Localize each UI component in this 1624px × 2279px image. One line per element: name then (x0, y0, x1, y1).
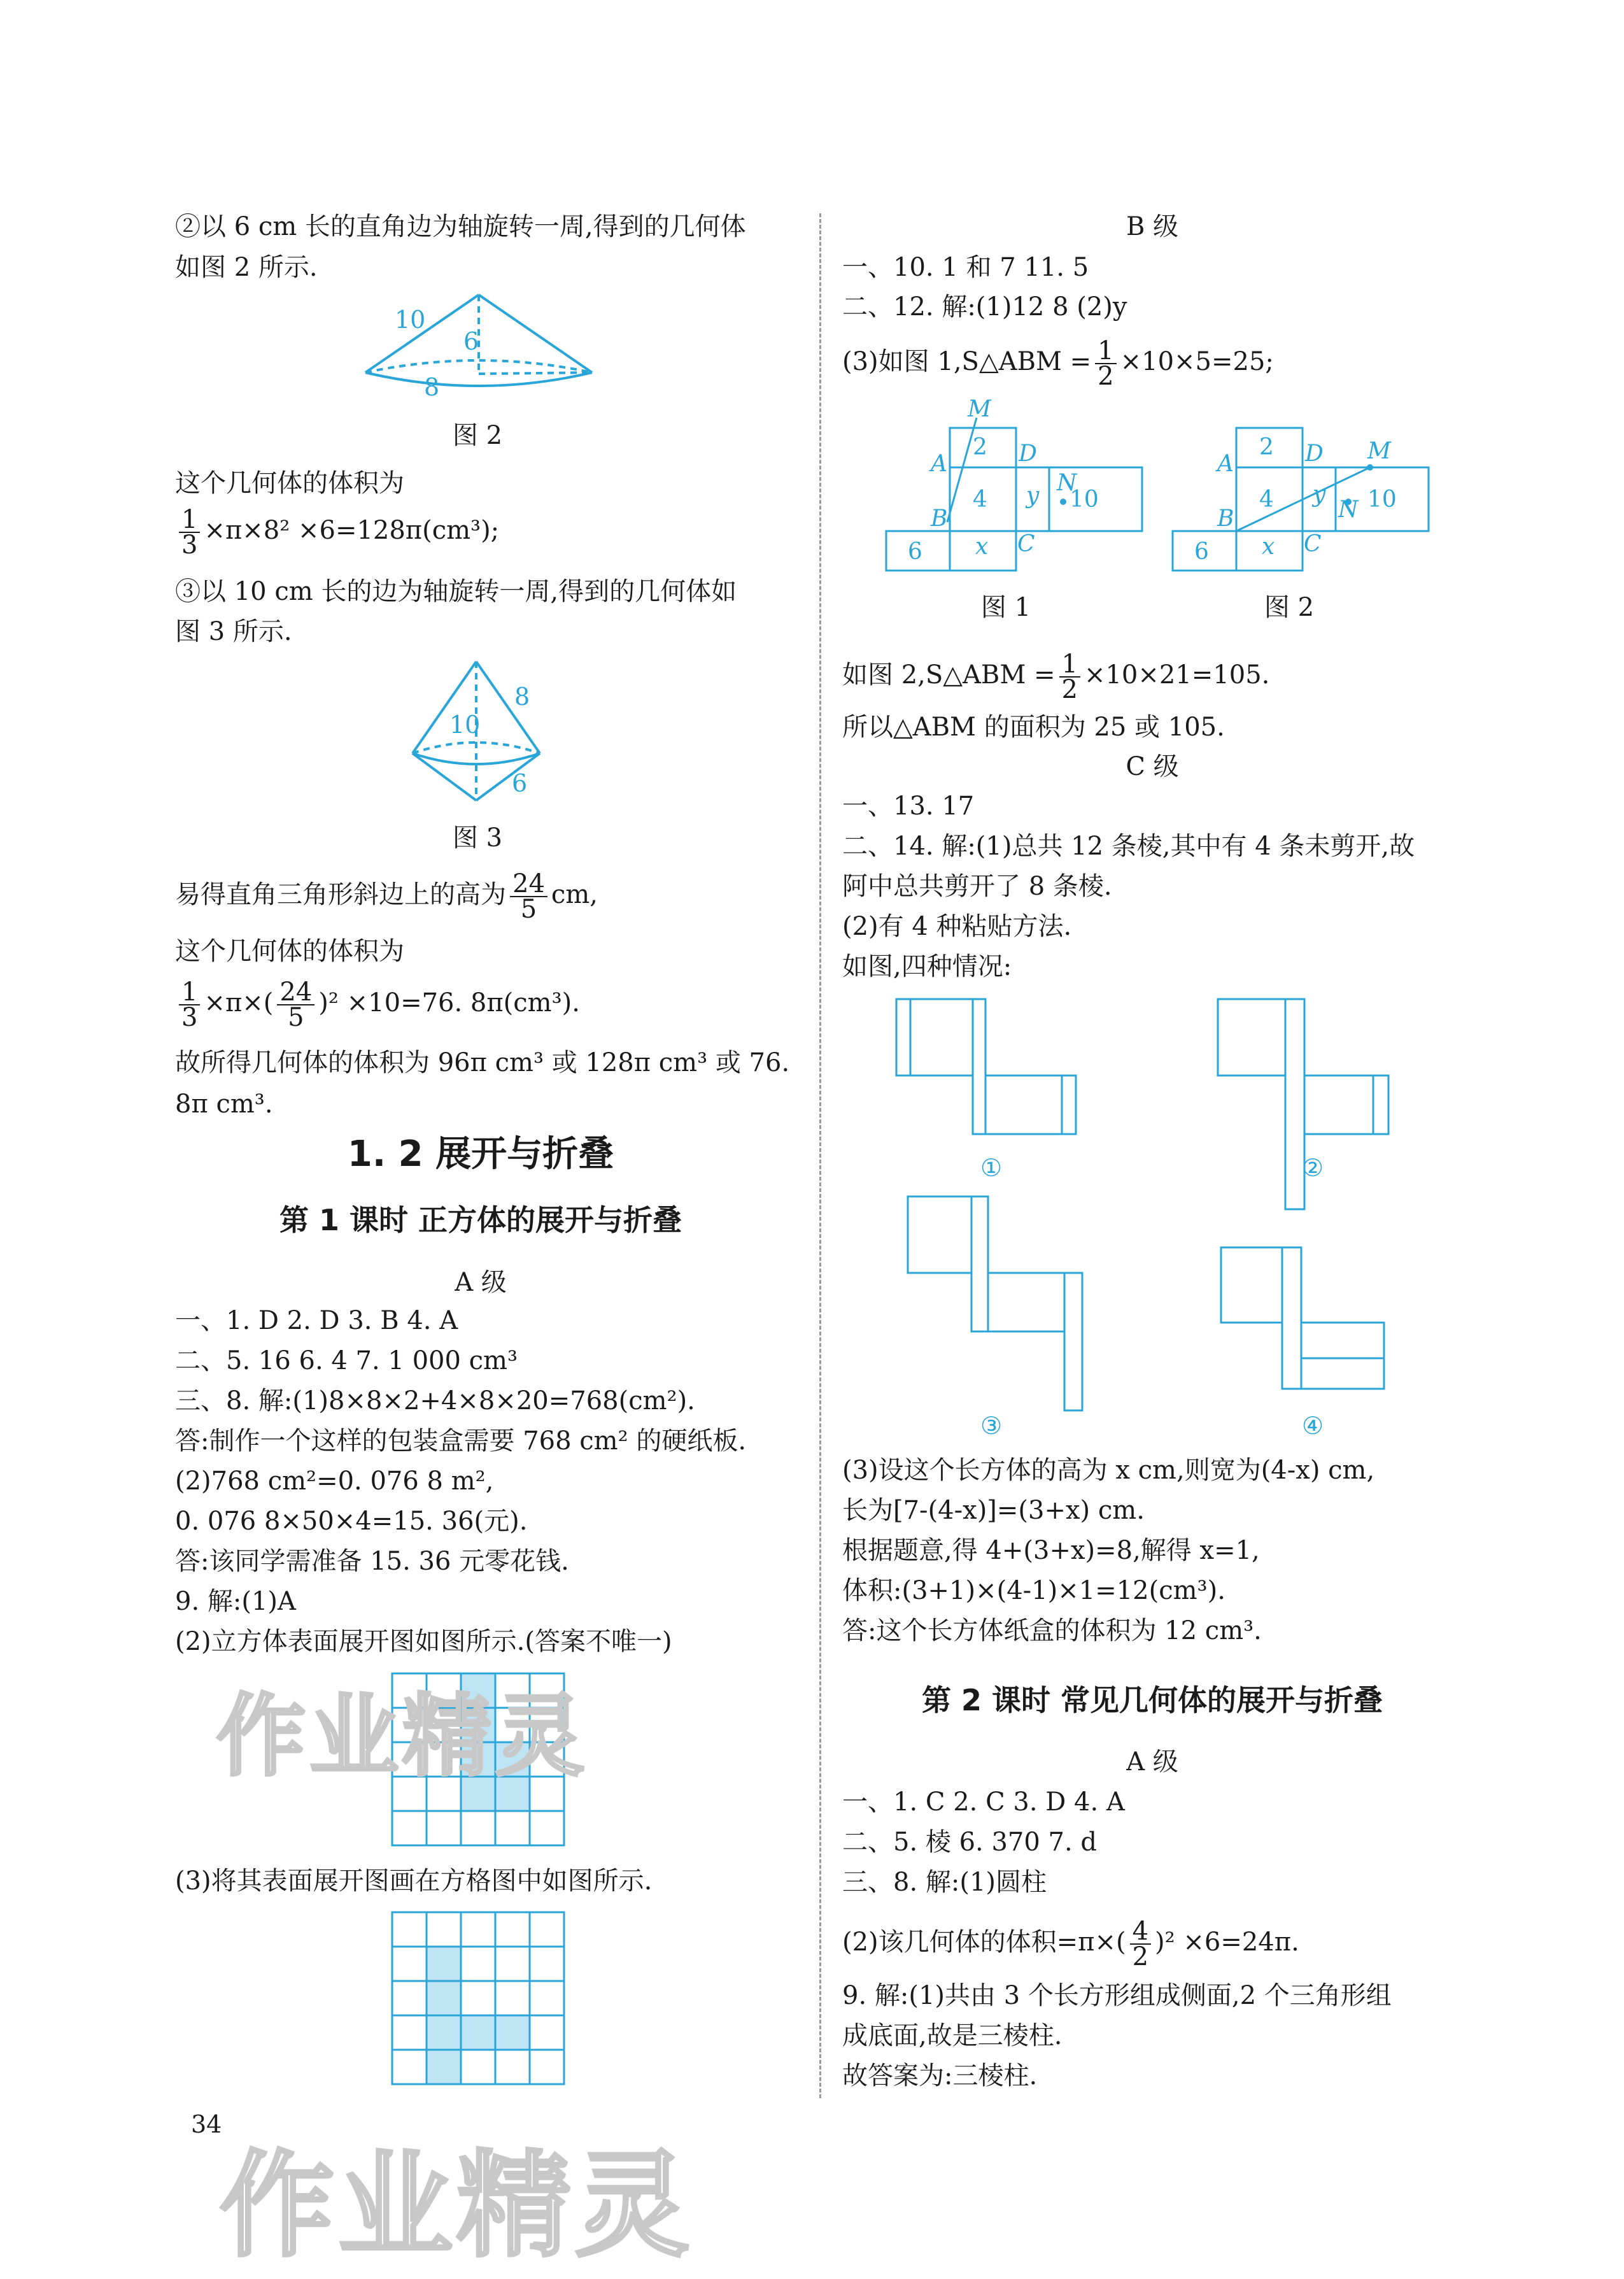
left-answer-3: 三、8. 解:(1)8×8×2+4×8×20=768(cm²). (175, 1386, 695, 1416)
figure-1-net (879, 396, 1146, 579)
net-3 (903, 1194, 1094, 1417)
right-d-line-1: 一、1. C 2. C 3. D 4. A (842, 1787, 1125, 1817)
level-b-heading: B 级 (1126, 212, 1179, 241)
fig1-A: A (931, 451, 947, 477)
left-answer-2: 二、5. 16 6. 4 7. 1 000 cm³ (175, 1346, 518, 1375)
level-a-heading: A 级 (455, 1268, 507, 1297)
fig1-6: 6 (908, 539, 922, 565)
column-divider (819, 213, 821, 2098)
fig2b-M: M (1367, 438, 1391, 464)
grid-figure-2 (390, 1910, 575, 2096)
figure-2-net (1165, 401, 1439, 579)
figure-3-caption: 图 3 (452, 823, 503, 853)
left-answer-4: 答:制作一个这样的包装盒需要 768 cm² 的硬纸板. (175, 1426, 747, 1456)
fig1-y: y (1026, 483, 1040, 509)
fig1-2: 2 (973, 434, 987, 460)
fig2b-2: 2 (1259, 434, 1274, 460)
right-c-line-1: 一、13. 17 (842, 792, 975, 821)
net-1-label: ① (980, 1154, 1003, 1182)
left-line-8: 这个几何体的体积为 (175, 937, 404, 966)
right-d-line-7: 故答案为:三棱柱. (842, 2061, 1038, 2091)
fig2b-B: B (1217, 506, 1234, 532)
fig3-label-10: 10 (449, 711, 481, 739)
left-line-3: 这个几何体的体积为 (175, 469, 404, 498)
left-line-6: 图 3 所示. (175, 617, 292, 646)
fig1-N: N (1057, 470, 1077, 496)
right-b-line-2: 二、12. 解:(1)12 8 (2)y (842, 292, 1127, 322)
fig2-label-8: 8 (424, 373, 440, 401)
fig1-C: C (1017, 531, 1035, 557)
fraction-one-third: $\frac{1}{3}$ (179, 508, 200, 557)
fig2b-10: 10 (1367, 486, 1397, 513)
right-d-line-3: 三、8. 解:(1)圆柱 (842, 1868, 1047, 1897)
figure-2-net-caption: 图 2 (1264, 593, 1315, 622)
right-b-line-1: 一、10. 1 和 7 11. 5 (842, 253, 1089, 282)
level-a2-heading: A 级 (1126, 1747, 1178, 1777)
left-line-9: $\frac{1}{3}$ ×π×( $\frac{24}{5}$ )² ×10=76. 8π(cm³). (175, 974, 580, 1032)
right-b-line-4: 如图 2,S△ABM = $\frac{1}{2}$ ×10×21=105. (842, 650, 1270, 704)
figure-3-double-cone (407, 659, 554, 806)
fig2b-D: D (1305, 441, 1324, 467)
net-3-label: ③ (980, 1412, 1003, 1440)
right-c-line-7: 长为[7-(4-x)]=(3+x) cm. (842, 1496, 1145, 1525)
net-2-label: ② (1302, 1154, 1324, 1182)
fig2b-x: x (1262, 534, 1275, 560)
fig3-label-6: 6 (512, 769, 528, 797)
section-title: 1. 2 展开与折叠 (347, 1133, 614, 1175)
right-b-line-3: (3)如图 1,S△ABM = $\frac{1}{2}$ ×10×5=25; (842, 336, 1274, 391)
fig2b-y: y (1313, 481, 1326, 508)
left-line-5: ③以 10 cm 长的边为轴旋转一周,得到的几何体如 (175, 577, 737, 606)
left-answer-6: 0. 076 8×50×4=15. 36(元). (175, 1507, 528, 1536)
left-answer-7: 答:该同学需准备 15. 36 元零花钱. (175, 1547, 569, 1576)
figure-2-caption: 图 2 (452, 421, 503, 450)
fig2b-6: 6 (1194, 539, 1209, 565)
net-4 (1216, 1245, 1407, 1398)
fig2-label-10: 10 (395, 306, 426, 334)
fig1-M: M (968, 396, 991, 422)
right-c-line-3: 阿中总共剪开了 8 条棱. (842, 872, 1112, 901)
fig2b-N: N (1338, 497, 1359, 523)
net-1 (891, 997, 1095, 1143)
page-number: 34 (191, 2110, 222, 2138)
right-c-line-9: 体积:(3+1)×(4-1)×1=12(cm³). (842, 1576, 1225, 1605)
right-c-line-10: 答:这个长方体纸盒的体积为 12 cm³. (842, 1616, 1262, 1645)
lesson-2-title: 第 2 课时 常见几何体的展开与折叠 (921, 1683, 1383, 1717)
left-answer-1: 一、1. D 2. D 3. B 4. A (175, 1306, 458, 1335)
left-answer-5: (2)768 cm²=0. 076 8 m², (175, 1466, 494, 1496)
left-line-1: ②以 6 cm 长的直角边为轴旋转一周,得到的几何体 (175, 212, 746, 241)
left-line-10: 故所得几何体的体积为 96π cm³ 或 128π cm³ 或 76. (175, 1048, 790, 1077)
right-d-line-2: 二、5. 棱 6. 370 7. d (842, 1828, 1098, 1857)
fig1-10: 10 (1070, 486, 1099, 513)
lesson-1-title: 第 1 课时 正方体的展开与折叠 (279, 1203, 682, 1237)
watermark-bottom: 作业精灵 (220, 2140, 694, 2273)
left-answer-8: 9. 解:(1)A (175, 1587, 296, 1616)
fig3-label-8: 8 (514, 683, 530, 711)
left-line-11: 8π cm³. (175, 1090, 273, 1119)
right-d-line-6: 成底面,故是三棱柱. (842, 2021, 1063, 2050)
level-c-heading: C 级 (1126, 752, 1179, 781)
fig1-x: x (975, 534, 989, 560)
watermark-middle: 作业精灵 (216, 1685, 589, 1789)
left-line-4: $\frac{1}{3}$ ×π×8² ×6=128π(cm³); (175, 506, 499, 557)
figure-2-cone (357, 290, 611, 401)
left-line-2: 如图 2 所示. (175, 253, 318, 282)
right-d-line-5: 9. 解:(1)共由 3 个长方形组成侧面,2 个三角形组 (842, 1981, 1392, 2010)
fig1-B: B (931, 506, 948, 532)
left-line-7: 易得直角三角形斜边上的高为 $\frac{24}{5}$ cm, (175, 869, 598, 924)
net-4-label: ④ (1302, 1412, 1324, 1440)
fig2b-A: A (1217, 451, 1234, 477)
left-answer-9: (2)立方体表面展开图如图所示.(答案不唯一) (175, 1627, 672, 1656)
right-c-line-5: 如图,四种情况: (842, 952, 1012, 981)
right-c-line-8: 根据题意,得 4+(3+x)=8,解得 x=1, (842, 1536, 1260, 1565)
left-answer-10: (3)将其表面展开图画在方格图中如图所示. (175, 1866, 653, 1896)
right-b-line-5: 所以△ABM 的面积为 25 或 105. (842, 713, 1225, 742)
right-c-line-6: (3)设这个长方体的高为 x cm,则宽为(4-x) cm, (842, 1456, 1375, 1485)
right-c-line-2: 二、14. 解:(1)总共 12 条棱,其中有 4 条未剪开,故 (842, 832, 1415, 861)
right-c-line-4: (2)有 4 种粘贴方法. (842, 912, 1072, 941)
fig1-4: 4 (973, 486, 987, 513)
fig2b-4: 4 (1259, 486, 1274, 513)
fig2b-C: C (1304, 531, 1322, 557)
right-d-line-4: (2)该几何体的体积=π×( $\frac{4}{2}$ )² ×6=24π. (842, 1917, 1299, 1971)
fig2-label-6: 6 (463, 327, 479, 355)
figure-1-caption: 图 1 (980, 593, 1031, 622)
fig1-D: D (1019, 441, 1037, 467)
